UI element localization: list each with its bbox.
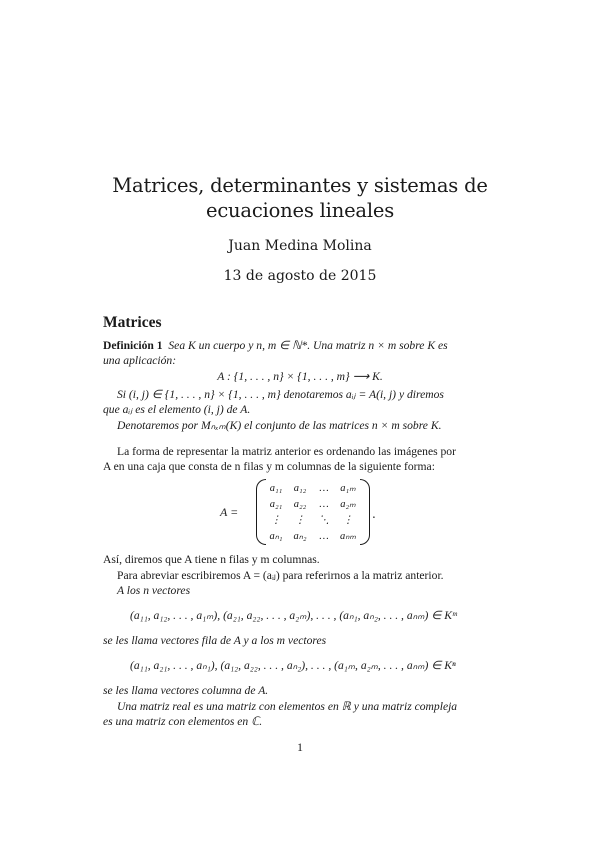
matrix-cell: ⋮ [294, 515, 306, 526]
paragraph-line-1: La forma de representar la matriz anterior es ordenando las imágenes por [117, 445, 456, 458]
definition-text-1: Sea K un cuerpo y n, m ∈ ℕ*. Una matriz n × m sobre K es [168, 339, 448, 352]
right-paren [360, 479, 370, 545]
paragraph-line-2: A en una caja que consta de n filas y m columnas de la siguiente forma: [103, 460, 435, 473]
title-line-2: ecuaciones lineales [205, 199, 395, 222]
definition-line-6: Denotaremos por Mₙₓₘ(K) el conjunto de las matrices n × m sobre K. [117, 419, 442, 432]
matrix-cell: a₁ₘ [340, 483, 356, 494]
section-heading: Matrices [103, 314, 162, 331]
definition-line-2: una aplicación: [103, 354, 177, 367]
matrix-cell: a₂ₘ [340, 499, 356, 510]
body-line-3: A los n vectores [117, 584, 191, 597]
definition-line-5: que aᵢⱼ es el elemento (i, j) de A. [103, 403, 251, 416]
matrix-display [220, 477, 390, 549]
matrix-cell: a₂₂ [293, 499, 307, 510]
matrix-cell: aₙₘ [340, 531, 356, 542]
matrix-cell: … [319, 531, 329, 542]
matrix-cell: ⋮ [342, 515, 354, 526]
author: Juan Medina Molina [228, 238, 372, 254]
body-line-6: Una matriz real es una matriz con elementos en ℝ y una matriz compleja [117, 700, 458, 713]
matrix-lhs: A = [220, 505, 239, 519]
matrix-grid [264, 481, 364, 544]
page-number: 1 [297, 740, 303, 754]
matrix-cell: a₁₁ [269, 483, 283, 494]
matrix-cell: ⋮ [270, 515, 282, 526]
body-line-2: Para abreviar escribiremos A = (aᵢⱼ) para referirnos a la matriz anterior. [117, 569, 444, 582]
column-vectors: (a₁₁, a₂₁, . . . , aₙ₁), (a₁₂, a₂₂, . . . , aₙ₂), . . . , (a₁ₘ, a₂ₘ, . . . , aₙₘ) ∈ Kⁿ [130, 659, 456, 672]
definition-line-1 [103, 339, 448, 353]
matrix-cell: aₙ₂ [293, 531, 307, 542]
body-line-1: Así, diremos que A tiene n filas y m columnas. [103, 553, 320, 566]
matrix-cell: ⋱ [318, 515, 330, 526]
matrix-cell: … [319, 483, 329, 494]
matrix-cell: a₂₁ [269, 499, 283, 510]
matrix-cell: … [319, 499, 329, 510]
date: 13 de agosto de 2015 [223, 268, 377, 284]
definition-map: A : {1, . . . , n} × {1, . . . , m} ⟶ K. [217, 370, 383, 383]
row-vectors: (a₁₁, a₁₂, . . . , a₁ₘ), (a₂₁, a₂₂, . . . , a₂ₘ), . . . , (aₙ₁, aₙ₂, . . . , aₙₘ) ∈ Kᵐ [130, 609, 457, 622]
matrix-cell: aₙ₁ [269, 531, 283, 542]
body-line-5: se les llama vectores columna de A. [103, 684, 269, 697]
body-line-7: es una matriz con elementos en ℂ. [103, 715, 263, 728]
definition-line-4: Si (i, j) ∈ {1, . . . , n} × {1, . . . , m} denotaremos aᵢⱼ = A(i, j) y diremos [117, 388, 444, 401]
definition-label: Definición 1 [103, 339, 163, 352]
title-line-1: Matrices, determinantes y sistemas de [112, 174, 488, 197]
body-line-4: se les llama vectores fila de A y a los m vectores [103, 634, 327, 647]
matrix-cell: a₁₂ [293, 483, 307, 494]
matrix-period: . [372, 507, 376, 521]
